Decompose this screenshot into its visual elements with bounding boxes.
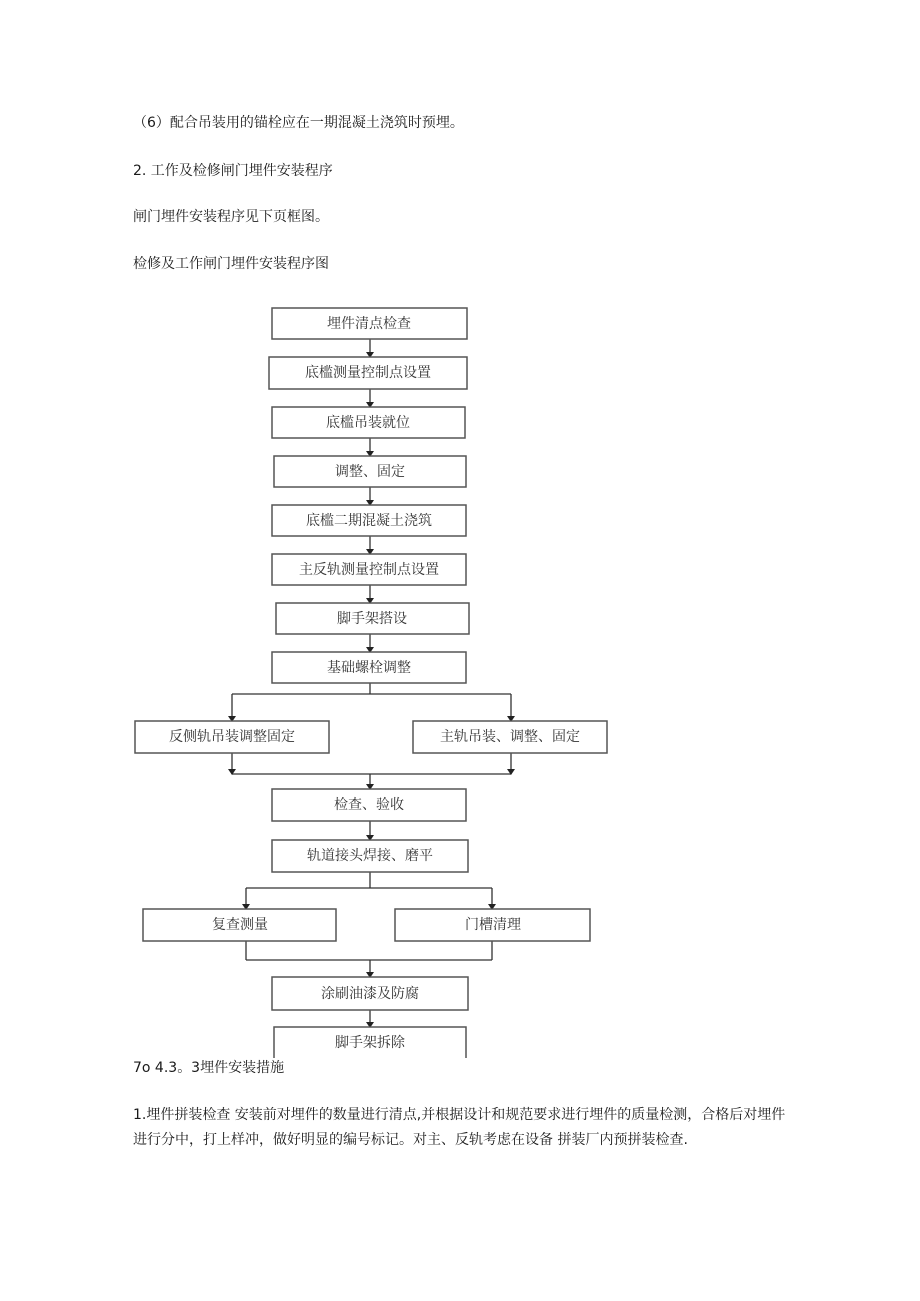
flow-step-scaffold-remove: [274, 1027, 466, 1058]
flow-step-label: 检查、验收: [334, 797, 404, 813]
flow-step-label: 反侧轨吊装调整固定: [169, 729, 295, 745]
flow-step-label: 脚手架搭设: [337, 611, 407, 627]
flow-step-reverse-rail: [135, 721, 329, 753]
flow-step-label: 主轨吊装、调整、固定: [440, 729, 580, 745]
section-heading-installation-measures: 7o 4.3。3埋件安装措施: [133, 1060, 285, 1076]
flow-step-adjust-fix: [274, 456, 466, 487]
paragraph-see-flowchart: 闸门埋件安装程序见下页框图。: [133, 209, 329, 225]
flow-step-label: 涂刷油漆及防腐: [321, 986, 419, 1002]
flow-step-scaffold-erect: [276, 603, 469, 634]
flow-step-paint-anticorrosion: [272, 977, 468, 1010]
flow-step-label: 复查测量: [212, 917, 268, 933]
flow-step-label: 底槛二期混凝土浇筑: [306, 513, 432, 529]
flow-step-inventory-check: [272, 308, 467, 339]
paragraph-assembly-inspection: 1.埋件拼装检查 安装前对埋件的数量进行清点,并根据设计和规范要求进行埋件的质量检测，合格后对埋件进行分中，打上样冲，做好明显的编号标记。对主、反轨考虑在设备 拼装厂内预拼装检查.: [133, 1107, 786, 1148]
flow-step-anchor-bolt-adjust: [272, 652, 466, 683]
flow-step-sill-second-concrete: [272, 505, 466, 536]
flow-step-label: 脚手架拆除: [335, 1035, 405, 1051]
section-heading-installation-procedure: 2. 工作及检修闸门埋件安装程序: [133, 163, 333, 179]
flow-step-sill-survey-points: [269, 357, 467, 389]
flow-step-main-rail: [413, 721, 607, 753]
flow-step-label: 底槛吊装就位: [326, 415, 410, 431]
flow-step-rail-joint-weld: [272, 840, 468, 872]
flow-step-rail-survey-points: [272, 554, 466, 585]
flow-step-label: 门槽清理: [465, 917, 521, 933]
flow-step-label: 基础螺栓调整: [327, 660, 411, 676]
flow-step-sill-hoist-place: [272, 407, 465, 438]
flow-step-label: 底槛测量控制点设置: [305, 365, 431, 381]
paragraph-anchor-bolts: （6）配合吊装用的锚栓应在一期混凝土浇筑时预埋。: [133, 115, 464, 131]
flow-step-slot-cleaning: [395, 909, 590, 941]
flow-step-label: 埋件清点检查: [327, 316, 411, 332]
flowchart-title: 检修及工作闸门埋件安装程序图: [133, 256, 329, 272]
flow-step-label: 主反轨测量控制点设置: [299, 562, 439, 578]
flow-step-recheck-survey: [143, 909, 336, 941]
flow-step-label: 调整、固定: [335, 464, 405, 480]
flow-step-inspect-accept: [272, 789, 466, 821]
flow-step-label: 轨道接头焊接、磨平: [307, 848, 433, 864]
